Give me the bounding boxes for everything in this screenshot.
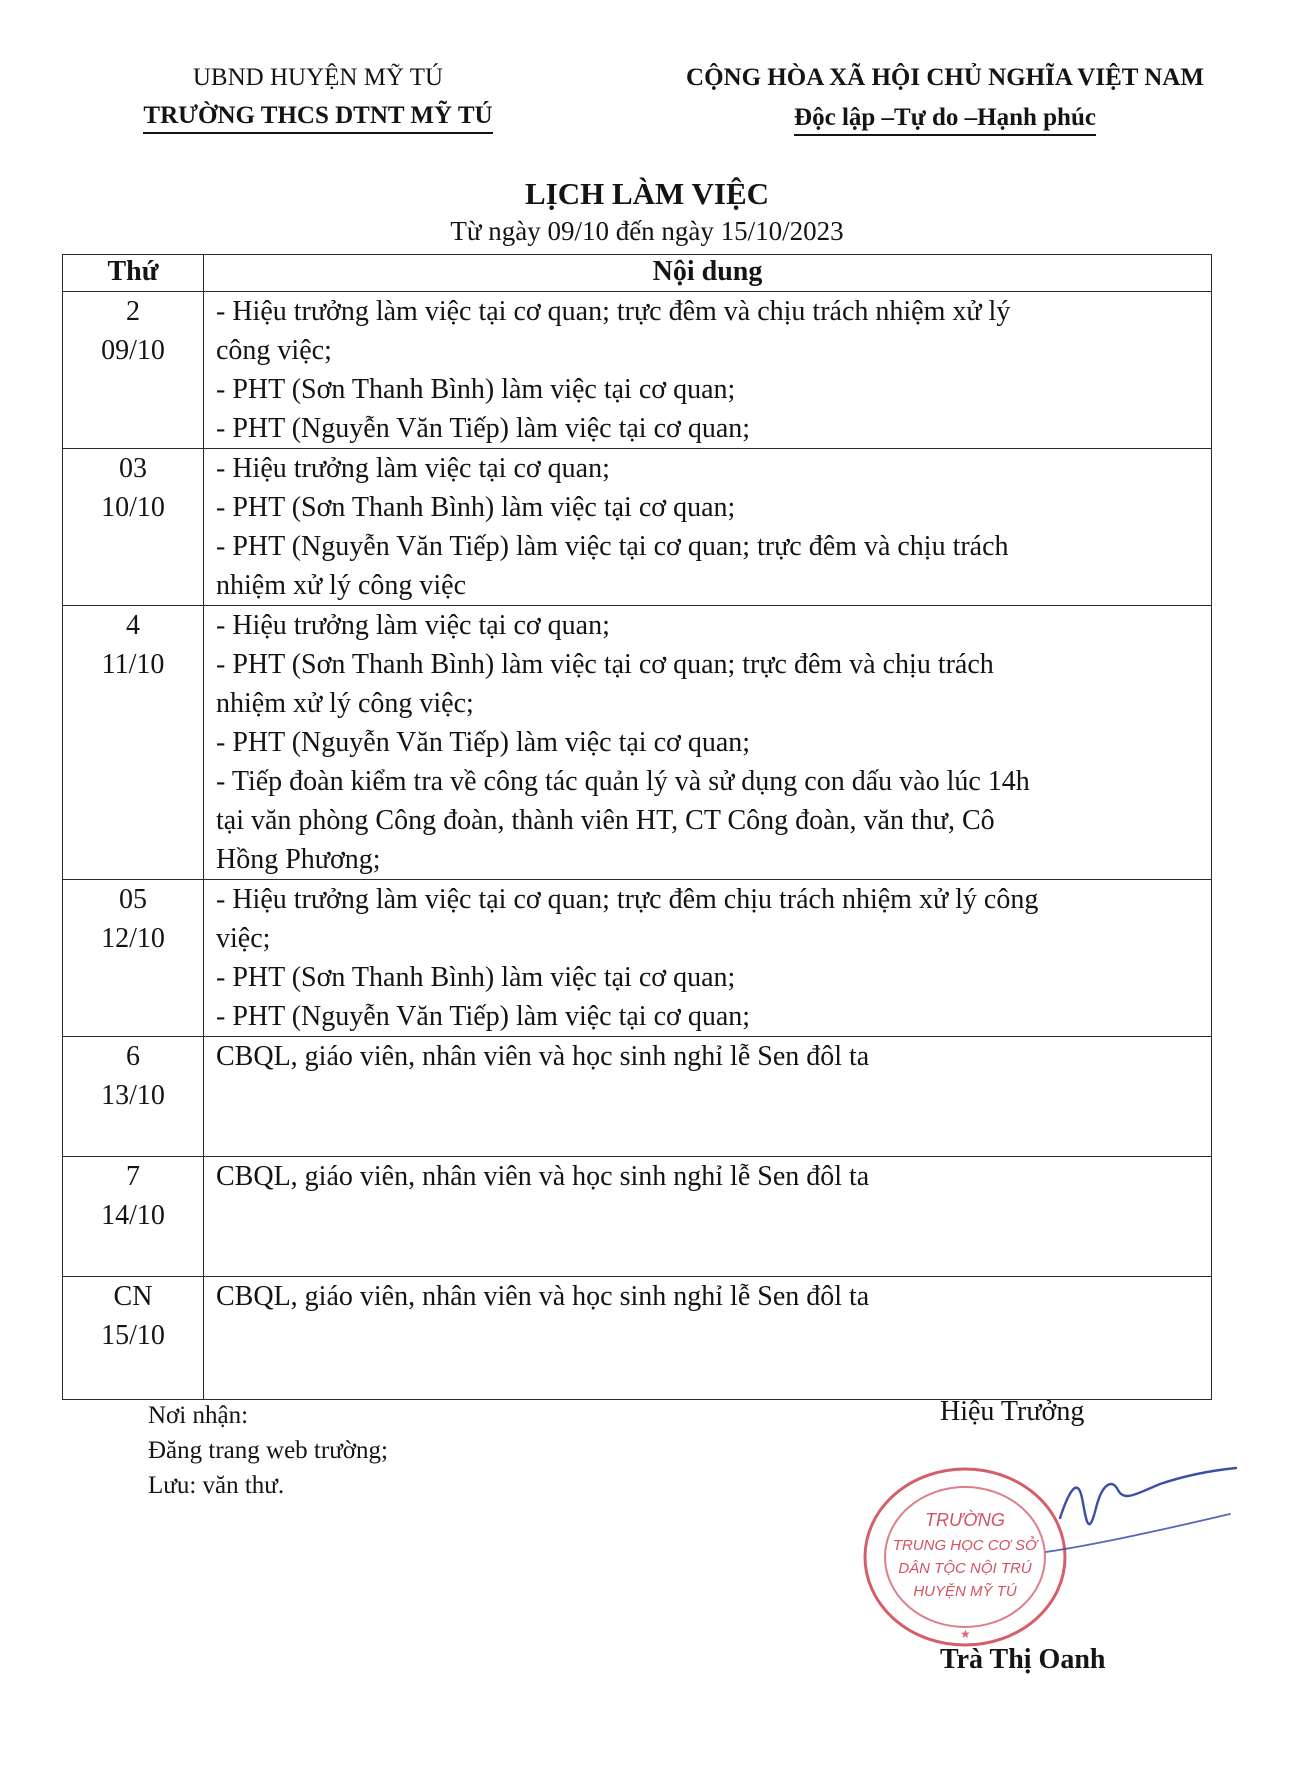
column-header-content: Nội dung [204, 255, 1212, 292]
day-cell [63, 1277, 204, 1400]
content-line: - Hiệu trưởng làm việc tại cơ quan; [216, 610, 610, 641]
seal-inner-ring [885, 1487, 1045, 1627]
day-of-week: 03 [119, 453, 147, 484]
day-date: 10/10 [101, 492, 165, 523]
recipients-title: Nơi nhận: [148, 1402, 249, 1429]
table-row [63, 880, 1212, 1037]
handwritten-signature [1040, 1448, 1240, 1568]
date-range: Từ ngày 09/10 đến ngày 15/10/2023 [450, 216, 844, 246]
content-line: - PHT (Nguyễn Văn Tiếp) làm việc tại cơ quan; [216, 1001, 751, 1032]
content-line: nhiệm xử lý công việc; [216, 688, 474, 719]
content-cell [204, 880, 1212, 1037]
table-row [63, 606, 1212, 880]
schedule-body [63, 292, 1212, 1400]
day-of-week: CN [113, 1281, 153, 1312]
day-cell [63, 880, 204, 1037]
day-date: 09/10 [101, 335, 165, 366]
day-date: 13/10 [101, 1080, 165, 1111]
schedule-table [62, 254, 1212, 1400]
seal-outer-ring [865, 1469, 1065, 1645]
content-cell [204, 292, 1212, 449]
day-cell [63, 606, 204, 880]
organization-name: UBND HUYỆN MỸ TÚ [192, 64, 444, 91]
content-line: - PHT (Sơn Thanh Bình) làm việc tại cơ quan; [216, 962, 736, 993]
day-of-week: 7 [126, 1161, 140, 1192]
day-cell [63, 1157, 204, 1277]
recipients-block [148, 1398, 388, 1503]
content-line: việc; [216, 923, 271, 954]
content-line: - PHT (Nguyễn Văn Tiếp) làm việc tại cơ quan; trực đêm và chịu trách [216, 531, 1009, 562]
content-cell [204, 1037, 1212, 1157]
day-of-week: 6 [126, 1041, 140, 1072]
content-line: - Hiệu trưởng làm việc tại cơ quan; trực đêm chịu trách nhiệm xử lý công [216, 884, 1039, 915]
table-row [63, 1277, 1212, 1400]
national-motto [640, 98, 1250, 138]
signature-stroke [1060, 1468, 1236, 1524]
signer-title: Hiệu Trưởng [940, 1396, 1085, 1427]
day-date: 11/10 [101, 649, 165, 680]
content-line: - Hiệu trưởng làm việc tại cơ quan; trực đêm và chịu trách nhiệm xử lý [216, 296, 1011, 327]
content-line: CBQL, giáo viên, nhân viên và học sinh nghỉ lễ Sen đôl ta [216, 1281, 870, 1312]
document-title: LỊCH LÀM VIỆC [524, 176, 770, 211]
content-cell [204, 449, 1212, 606]
seal-star: ★ [960, 1627, 971, 1641]
content-line: - PHT (Sơn Thanh Bình) làm việc tại cơ quan; [216, 374, 736, 405]
content-cell [204, 606, 1212, 880]
content-cell [204, 1157, 1212, 1277]
seal-text-line3: DÂN TỘC NỘI TRÚ [898, 1560, 1032, 1577]
table-row [63, 449, 1212, 606]
seal-text-line1: TRƯỜNG [925, 1510, 1005, 1530]
table-header-row [63, 255, 1212, 292]
day-of-week: 4 [126, 610, 140, 641]
content-line: công việc; [216, 335, 332, 366]
school-name [108, 96, 528, 136]
day-cell [63, 449, 204, 606]
content-line: tại văn phòng Công đoàn, thành viên HT, CT Công đoàn, văn thư, Cô [216, 805, 995, 836]
signature-flourish [1046, 1514, 1230, 1552]
column-header-day: Thứ [63, 255, 204, 292]
recipient-item: Đăng trang web trường; [148, 1437, 388, 1464]
content-line: - PHT (Nguyễn Văn Tiếp) làm việc tại cơ quan; [216, 413, 751, 444]
day-date: 12/10 [101, 923, 165, 954]
day-date: 15/10 [101, 1320, 165, 1351]
content-line: CBQL, giáo viên, nhân viên và học sinh nghỉ lễ Sen đôl ta [216, 1161, 870, 1192]
signer-name: Trà Thị Oanh [940, 1644, 1106, 1675]
day-date: 14/10 [101, 1200, 165, 1231]
day-of-week: 2 [126, 296, 140, 327]
recipient-item: Lưu: văn thư. [148, 1472, 285, 1499]
table-row [63, 1037, 1212, 1157]
content-line: - Hiệu trưởng làm việc tại cơ quan; [216, 453, 610, 484]
content-line: - Tiếp đoàn kiểm tra về công tác quản lý và sử dụng con dấu vào lúc 14h [216, 766, 1030, 797]
content-cell [204, 1277, 1212, 1400]
school-name-text: TRƯỜNG THCS DTNT MỸ TÚ [143, 100, 492, 134]
content-line: Hồng Phương; [216, 844, 381, 875]
seal-text-line4: HUYỆN MỸ TÚ [913, 1583, 1017, 1600]
content-line: CBQL, giáo viên, nhân viên và học sinh nghỉ lễ Sen đôl ta [216, 1041, 870, 1072]
national-title: CỘNG HÒA XÃ HỘI CHỦ NGHĨA VIỆT NAM [686, 64, 1204, 91]
day-of-week: 05 [119, 884, 147, 915]
table-row [63, 292, 1212, 449]
day-cell [63, 1037, 204, 1157]
national-motto-text: Độc lập –Tự do –Hạnh phúc [794, 102, 1096, 136]
content-line: - PHT (Nguyễn Văn Tiếp) làm việc tại cơ quan; [216, 727, 751, 758]
table-row [63, 1157, 1212, 1277]
content-line: - PHT (Sơn Thanh Bình) làm việc tại cơ quan; [216, 492, 736, 523]
day-cell [63, 292, 204, 449]
content-line: - PHT (Sơn Thanh Bình) làm việc tại cơ quan; trực đêm và chịu trách [216, 649, 994, 680]
content-line: nhiệm xử lý công việc [216, 570, 467, 601]
seal-text-line2: TRUNG HỌC CƠ SỞ [892, 1537, 1038, 1554]
